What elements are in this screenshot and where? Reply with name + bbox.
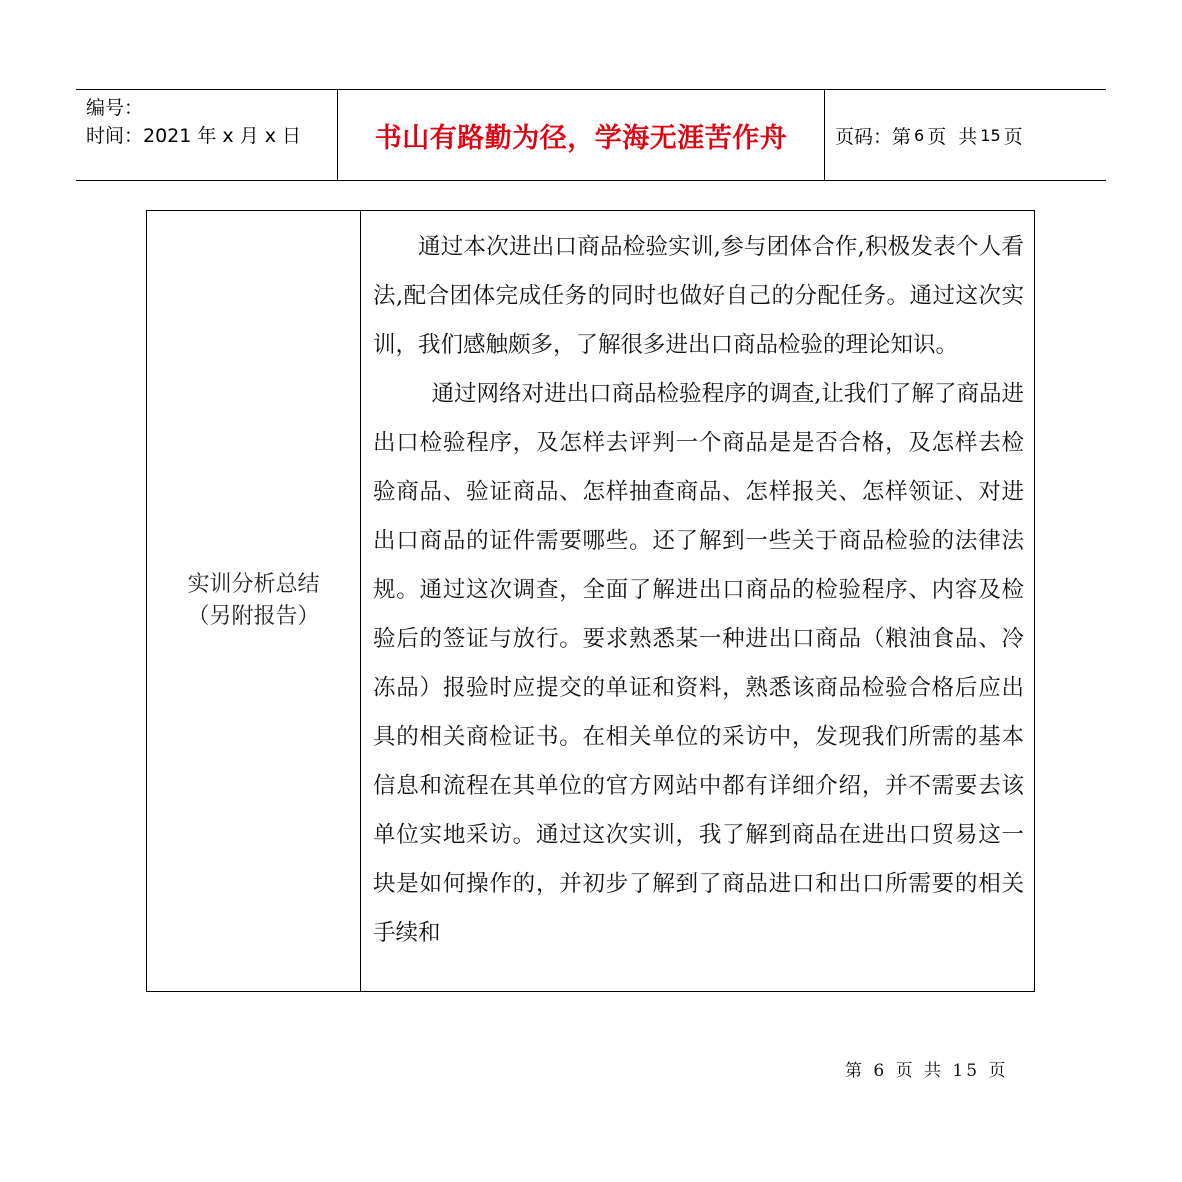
page-current-number: 6 bbox=[914, 125, 925, 145]
document-header bbox=[76, 89, 1106, 181]
motto-text: 书山有路勤为径，学海无涯苦作舟 bbox=[374, 122, 788, 154]
summary-table bbox=[146, 210, 1035, 992]
page-total-number: 15 bbox=[980, 125, 1001, 145]
header-info-cell bbox=[76, 90, 338, 180]
page-mid: 页 共 bbox=[927, 125, 978, 148]
section-label-cell bbox=[147, 211, 361, 991]
section-label-line1: 实训分析总结 bbox=[187, 572, 320, 597]
page-suffix: 页 bbox=[1003, 125, 1023, 148]
header-motto-cell bbox=[338, 90, 825, 180]
section-content-cell bbox=[361, 211, 1034, 991]
summary-paragraph-1: 通过本次进出口商品检验实训,参与团体合作,积极发表个人看法,配合团体完成任务的同时也做好自己的分配任务。通过这次实训，我们感触颇多，了解很多进出口商品检验的理论知识。 bbox=[373, 234, 1024, 358]
section-label-line2: （另附报告） bbox=[187, 604, 320, 629]
summary-paragraph-2: 通过网络对进出口商品检验程序的调查,让我们了解了商品进出口检验程序，及怎样去评判一个商品是是否合格，及怎样去检验商品、验证商品、怎样抽查商品、怎样报关、怎样领证、对进出口商品的证件需要哪些。还了解到一些关于商品检验的法律法规。通过这次调查，全面了解进出口商品的检验程序、内容及检验后的签证与放行。要求熟悉某一种进出口商品（粮油食品、冷冻品）报验时应提交的单证和资料，熟悉该商品检验合格后应出具的相关商检证书。在相关单位的采访中，发现我们所需的基本信息和流程在其单位的官方网站中都有详细介绍，并不需要去该单位实地采访。通过这次实训，我了解到商品在进出口贸易这一块是如何操作的，并初步了解到了商品进口和出口所需要的相关手续和 bbox=[373, 381, 1024, 946]
page-footer: 第 6 页 共 15 页 bbox=[845, 1061, 1009, 1081]
document-number-label: 编号： bbox=[86, 97, 144, 119]
header-page-cell bbox=[825, 90, 1106, 180]
document-time-label: 时间：2021 年 x 月 x 日 bbox=[86, 125, 302, 147]
page-prefix: 页码：第 bbox=[835, 125, 912, 148]
